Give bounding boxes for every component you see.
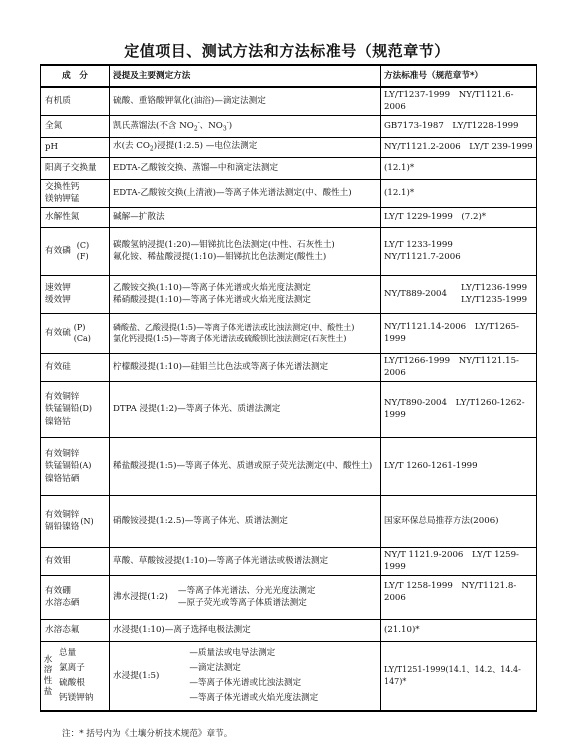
table-row [41, 87, 537, 115]
subtype-label: (N) [80, 516, 94, 526]
vertical-label [43, 655, 53, 698]
method-line: —质量法或电导法测定 [189, 647, 276, 658]
subscript: 2 [149, 145, 154, 153]
component-line: 有效铜锌 [45, 391, 80, 402]
component-line: 铁锰镉铅 [45, 461, 80, 472]
method-text: 、NO [199, 120, 223, 131]
table-row [41, 313, 537, 353]
vertical-char: 水 [43, 654, 53, 665]
component-items [53, 646, 106, 706]
standard-sublines [447, 282, 533, 307]
header-component: 成 分 [41, 65, 110, 87]
method-cell: 稀盐酸浸提(1:5)—等离子体光、质谱或原子荧光法测定(中、酸性土) [110, 437, 381, 495]
component-line: 有效硼 [45, 585, 71, 596]
table-row [41, 227, 537, 275]
subtype-label: (P) [73, 322, 86, 332]
method-cell [110, 575, 381, 619]
table-row [41, 275, 537, 313]
superscript: - [197, 118, 200, 126]
component-cell: 阳离子交换量 [41, 157, 110, 179]
component-line: 钙镁钾钠 [59, 693, 94, 703]
component-line: 镁钠钾锰 [45, 194, 80, 205]
standard-line: LY/T1235-1999 [461, 295, 528, 306]
method-cell [110, 137, 381, 157]
standard-line: LY/T 1233-1999 [384, 239, 453, 250]
vertical-char: 性 [43, 675, 53, 686]
method-text: )浸提(1:2.5) —电位法测定 [153, 141, 258, 152]
standard-line: LY/T1236-1999 [461, 282, 528, 293]
standard-cell: 国家环保总局推荐方法(2006) [381, 495, 537, 547]
method-line: —等离子体光谱或火焰光度法测定 [189, 693, 319, 703]
method-cell: 碱解—扩散法 [110, 207, 381, 227]
component-line: 交换性钙 [45, 181, 80, 192]
method-sublines [159, 646, 377, 706]
table-row [41, 619, 537, 641]
standard-cell [381, 275, 537, 313]
component-lines [45, 509, 79, 534]
method-line: 磷酸盐、乙酸浸提(1:5)—等离子体光谱法或比浊法测定(中、酸性土) [113, 322, 355, 332]
component-text: 有效磷 [45, 246, 71, 257]
method-line: —等离子体光谱或比浊法测定 [189, 677, 302, 688]
method-text: 沸水浸提(1:2) [113, 591, 168, 602]
component-cell: 全氮 [41, 115, 110, 137]
method-cell: 柠檬酸浸提(1:10)—硅钼兰比色法或等离子体光谱法测定 [110, 353, 381, 381]
table-row [41, 641, 537, 711]
subscript: 3 [222, 125, 227, 133]
table-row [41, 207, 537, 227]
component-cell [41, 179, 110, 207]
standard-cell: LY/T1251-1999(14.1、14.2、14.4-147)* [381, 641, 537, 711]
method-cell [110, 227, 381, 275]
component-cell [41, 381, 110, 437]
standard-cell: NY/T 1121.9-2006 LY/T 1259-1999 [381, 547, 537, 575]
standard-cell: LY/T1266-1999 NY/T1121.15-2006 [381, 353, 537, 381]
component-line: 镍铬钴硒 [45, 473, 80, 484]
component-cell [41, 641, 110, 711]
method-cell: 硝酸铵浸提(1:2.5)—等离子体光、质谱法测定 [110, 495, 381, 547]
standard-cell: LY/T 1229-1999 (7.2)* [381, 207, 537, 227]
method-cell: 草酸、草酸铵浸提(1:10)—等离子体光谱法或极谱法测定 [110, 547, 381, 575]
standard-cell: NY/T1121.2-2006 LY/T 239-1999 [381, 137, 537, 157]
footnote: 注：* 括号内为《土壤分析技术规范》章节。 [62, 729, 233, 739]
component-line: 硫酸根 [59, 677, 85, 688]
table-row [41, 353, 537, 381]
component-line: 缓效钾 [45, 295, 71, 306]
component-cell: 水解性氮 [41, 207, 110, 227]
component-cell [41, 437, 110, 495]
component-line: 镍铬钴 [45, 416, 71, 427]
table-row [41, 437, 537, 495]
table-header-row [41, 65, 537, 87]
component-cell: 有效钼 [41, 547, 110, 575]
method-line: —原子荧光或等离子体质谱法测定 [177, 598, 307, 609]
method-text: 水(去 CO [113, 141, 150, 152]
method-line: 氟化铵、稀盐酸浸提(1:10)—钼锑抗比色法测定(酸性土) [113, 252, 327, 263]
standard-cell: LY/T 1258-1999 NY/T1121.8-2006 [381, 575, 537, 619]
header-method: 浸提及主要测定方法 [110, 65, 381, 87]
subtype-label: (Ca) [73, 334, 91, 344]
method-cell [110, 275, 381, 313]
component-cell [41, 495, 110, 547]
component-subtypes [71, 322, 106, 345]
method-line: —等离子体光谱法、分光光度法测定 [177, 585, 316, 596]
standard-line: NY/T1121.7-2006 [384, 252, 461, 263]
component-line: 有效铜锌 [45, 448, 80, 459]
standard-cell [381, 227, 537, 275]
component-cell: 有效硅 [41, 353, 110, 381]
table-row [41, 157, 537, 179]
component-line: 总量 [59, 647, 77, 658]
table-row [41, 381, 537, 437]
method-text: 凯氏蒸馏法(不含 NO [113, 120, 194, 131]
standard-cell: LY/T1237-1999 NY/T1121.6-2006 [381, 87, 537, 115]
component-cell [41, 275, 110, 313]
header-standard: 方法标准号（规范章节*） [381, 65, 537, 87]
method-cell: EDTA-乙酸铵交换、蒸馏—中和滴定法测定 [110, 157, 381, 179]
subtype-label: (D) [79, 404, 93, 414]
method-cell: 硫酸、重铬酸钾氧化(油浴)—滴定法测定 [110, 87, 381, 115]
table-row [41, 137, 537, 157]
superscript: - [226, 118, 229, 126]
method-cell: EDTA-乙酸铵交换(上清液)—等离子体光谱法测定(中、酸性土) [110, 179, 381, 207]
component-line: 有效铜锌 [45, 509, 80, 520]
standard-cell: LY/T 1260-1261-1999 [381, 437, 537, 495]
method-cell [110, 641, 381, 711]
subtype-label: (A) [79, 461, 92, 471]
method-line: 氯化钙浸提(1:5)—等离子体光谱法或硫酸钡比浊法测定(石灰性土) [113, 334, 347, 344]
component-line: 速效钾 [45, 282, 71, 293]
standard-cell: GB7173-1987 LY/T1228-1999 [381, 115, 537, 137]
subtype-label: (C) [76, 240, 90, 250]
page-title: 定值项目、测试方法和方法标准号（规范章节） [124, 42, 450, 60]
table-row [41, 179, 537, 207]
method-line: 碳酸氢钠浸提(1:20)—钼锑抗比色法测定(中性、石灰性土) [113, 239, 335, 250]
component-line: 铁锰镉铅 [45, 404, 80, 415]
standards-table [40, 64, 537, 712]
component-cell: 有机质 [41, 87, 110, 115]
table-row [41, 115, 537, 137]
method-cell [110, 115, 381, 137]
table-row [41, 575, 537, 619]
method-cell: DTPA 浸提(1:2)—等离子体光、质谱法测定 [110, 381, 381, 437]
standard-cell: (12.1)* [381, 157, 537, 179]
vertical-char: 盐 [43, 686, 53, 697]
standard-cell: NY/T890-2004 LY/T1260-1262-1999 [381, 381, 537, 437]
component-line: 氯离子 [59, 662, 85, 673]
table-row [41, 495, 537, 547]
method-cell [110, 313, 381, 353]
method-text: ) [228, 120, 233, 131]
standard-text: NY/T889-2004 [384, 289, 447, 300]
method-line: 稀硝酸浸提(1:10)—等离子体光谱或火焰光度法测定 [113, 295, 311, 306]
component-subtypes [71, 240, 106, 263]
component-cell: 水溶态氟 [41, 619, 110, 641]
method-line: —滴定法测定 [189, 662, 241, 673]
component-cell [41, 313, 110, 353]
method-sublines [168, 585, 377, 610]
component-line: 水溶态硒 [45, 598, 80, 609]
subscript: 2 [193, 125, 198, 133]
subtype-label: (F) [76, 252, 89, 262]
standard-cell: (21.10)* [381, 619, 537, 641]
component-line: 镉铅镍铬 [45, 522, 80, 533]
standard-cell: NY/T1121.14-2006 LY/T1265-1999 [381, 313, 537, 353]
component-cell [41, 227, 110, 275]
component-text: 有效硫 [45, 328, 71, 339]
method-line: 乙酸铵交换(1:10)—等离子体光谱或火焰光度法测定 [113, 282, 311, 293]
table-row [41, 547, 537, 575]
vertical-char: 溶 [43, 665, 53, 676]
component-cell [41, 575, 110, 619]
standard-cell: (12.1)* [381, 179, 537, 207]
component-cell: pH [41, 137, 110, 157]
method-cell: 水浸提(1:10)—离子选择电极法测定 [110, 619, 381, 641]
method-text: 水浸提(1:5) [113, 670, 160, 681]
